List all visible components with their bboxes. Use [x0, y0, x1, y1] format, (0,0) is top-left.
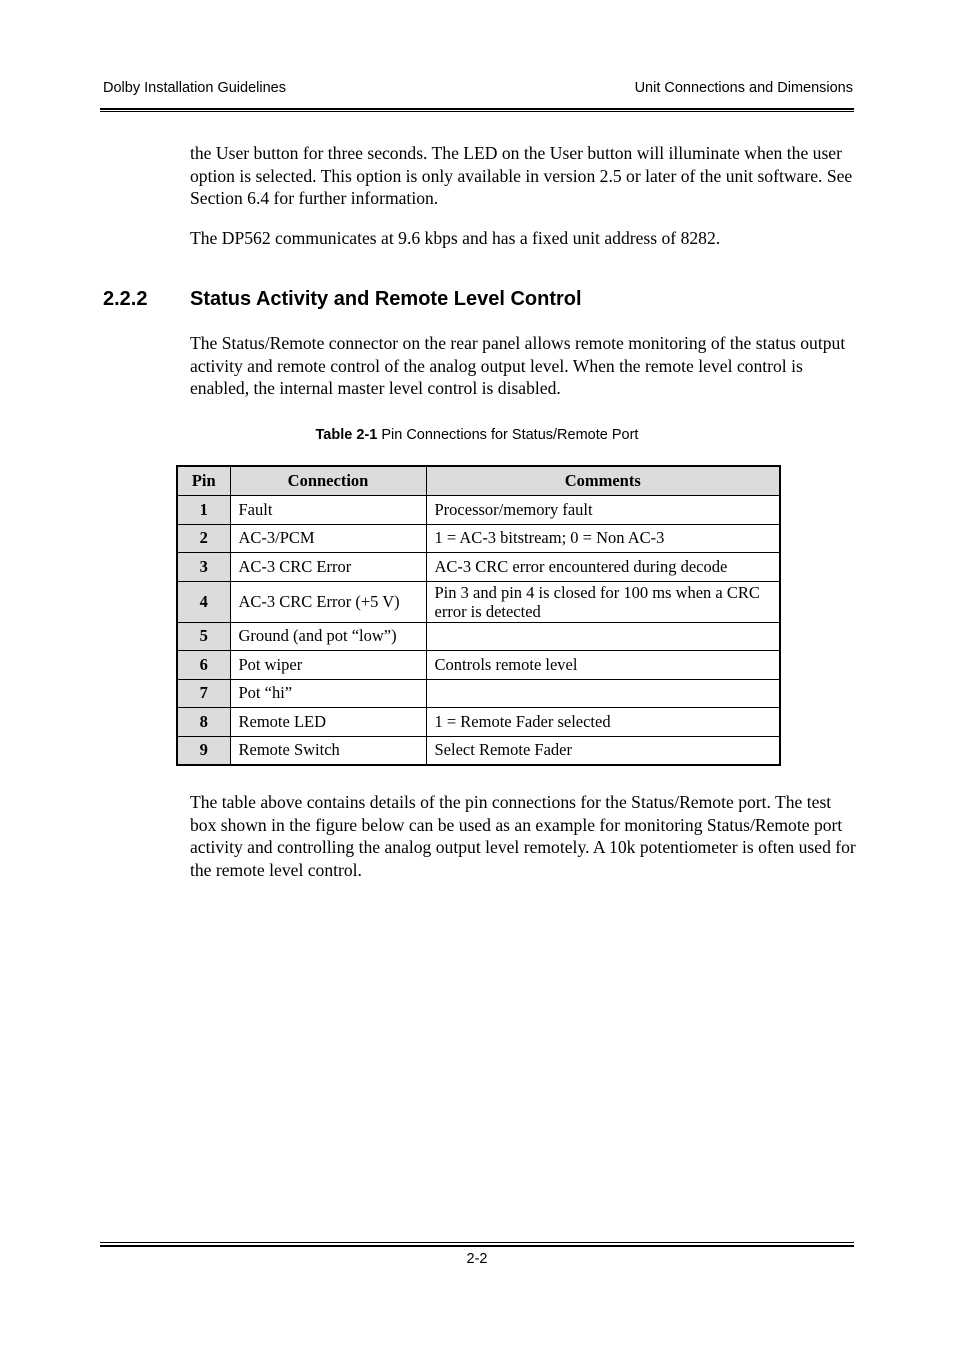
- table-row: [177, 736, 780, 765]
- table-caption-label: Table 2-1: [315, 427, 378, 443]
- pin-number: 5: [177, 622, 230, 651]
- header-comments: Comments: [426, 466, 780, 496]
- table-row: [177, 496, 780, 525]
- table-row: [177, 679, 780, 708]
- header-rule: [100, 108, 854, 110]
- page-number: 2-2: [466, 1251, 488, 1267]
- running-header-right: Unit Connections and Dimensions: [634, 80, 853, 96]
- table-row: [177, 524, 780, 553]
- connection-cell: Ground (and pot “low”): [230, 622, 426, 651]
- pin-number: 3: [177, 553, 230, 582]
- pin-number: 2: [177, 524, 230, 553]
- pin-number: 7: [177, 679, 230, 708]
- body-paragraph-4: The table above contains details of the pin connections for the Status/Remote port. The test box shown in the figure below can be used as an example for monitoring Status/Remote port activity and controlling the analog output level remotely. A 10k potentiometer is often used for the remote level control.: [190, 792, 856, 880]
- comments-cell: Controls remote level: [426, 651, 780, 680]
- comments-cell: Pin 3 and pin 4 is closed for 100 ms when a CRC error is detected: [426, 581, 780, 622]
- connection-cell: AC-3 CRC Error (+5 V): [230, 581, 426, 622]
- table-row: [177, 651, 780, 680]
- table-row: [177, 553, 780, 582]
- pin-number: 6: [177, 651, 230, 680]
- comments-cell: [426, 622, 780, 651]
- connection-cell: Remote LED: [230, 708, 426, 737]
- body-paragraph-3: The Status/Remote connector on the rear panel allows remote monitoring of the status output activity and remote control of the analog output level. When the remote level control is enabled, the internal master level control is disabled.: [190, 333, 846, 398]
- header-connection: Connection: [230, 466, 426, 496]
- comments-cell: Select Remote Fader: [426, 736, 780, 765]
- connection-cell: AC-3 CRC Error: [230, 553, 426, 582]
- section-number: 2.2.2: [103, 288, 148, 310]
- connection-cell: Pot “hi”: [230, 679, 426, 708]
- connection-cell: Pot wiper: [230, 651, 426, 680]
- header-pin: Pin: [177, 466, 230, 496]
- table-row: [177, 622, 780, 651]
- pin-number: 8: [177, 708, 230, 737]
- pin-number: 9: [177, 736, 230, 765]
- pin-number: 4: [177, 581, 230, 622]
- comments-cell: Processor/memory fault: [426, 496, 780, 525]
- section-title: Status Activity and Remote Level Control: [190, 288, 582, 310]
- body-paragraph-2: The DP562 communicates at 9.6 kbps and has a fixed unit address of 8282.: [190, 228, 721, 248]
- comments-cell: 1 = AC-3 bitstream; 0 = Non AC-3: [426, 524, 780, 553]
- footer-rule-thin: [100, 1242, 854, 1243]
- table-caption: [0, 427, 954, 443]
- connection-cell: Fault: [230, 496, 426, 525]
- table-row: [177, 708, 780, 737]
- table-row: [177, 581, 780, 622]
- table-header-row: [177, 466, 780, 496]
- comments-cell: 1 = Remote Fader selected: [426, 708, 780, 737]
- comments-cell: [426, 679, 780, 708]
- footer-rule: [100, 1245, 854, 1247]
- running-header-left: Dolby Installation Guidelines: [103, 80, 286, 96]
- table-caption-text: Pin Connections for Status/Remote Port: [377, 427, 639, 443]
- connection-cell: AC-3/PCM: [230, 524, 426, 553]
- pin-number: 1: [177, 496, 230, 525]
- pin-connections-table: [176, 465, 781, 766]
- body-paragraph-1: the User button for three seconds. The LED on the User button will illuminate when the user option is selected. This option is only available in version 2.5 or later of the unit software. See Section 6.4 for further information.: [190, 143, 853, 208]
- header-rule-thin: [100, 111, 854, 112]
- connection-cell: Remote Switch: [230, 736, 426, 765]
- comments-cell: AC-3 CRC error encountered during decode: [426, 553, 780, 582]
